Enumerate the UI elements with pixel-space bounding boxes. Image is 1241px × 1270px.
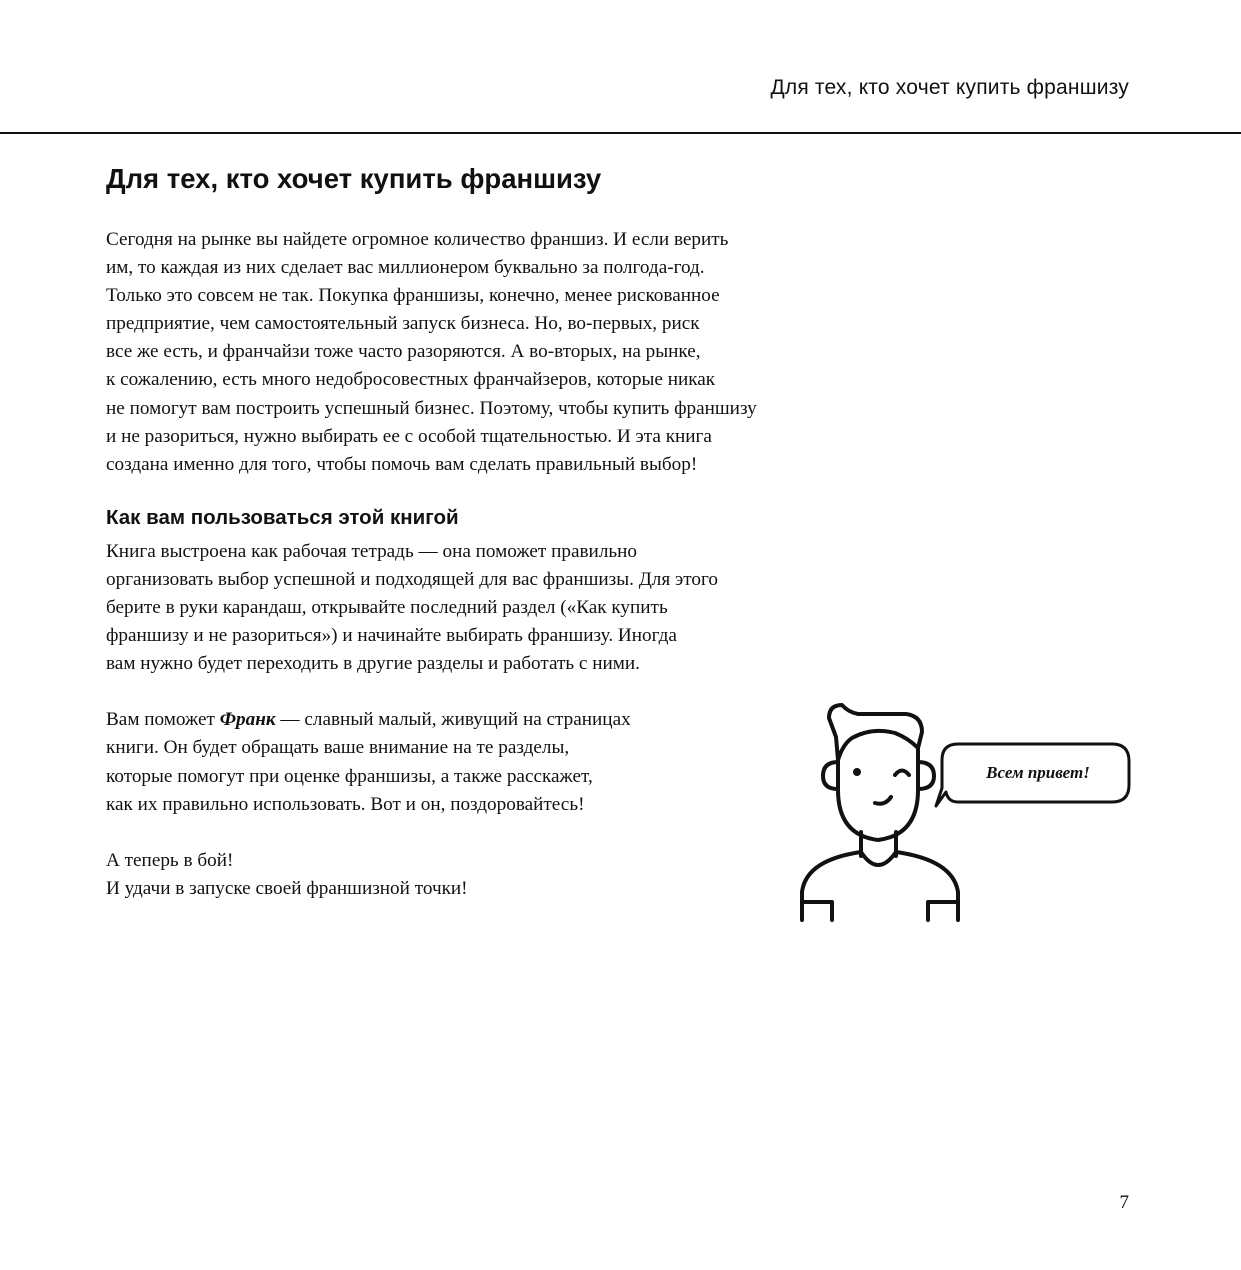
intro-line: и не разориться, нужно выбирать ее с особой тщательностью. И эта книга [106, 425, 712, 447]
intro-line: к сожалению, есть много недобросовестных франчайзеров, которые никак [106, 369, 716, 391]
page-content [106, 160, 886, 903]
frank-left-ear [823, 762, 838, 789]
header-divider [0, 132, 1241, 134]
frank-face [838, 748, 918, 840]
intro-paragraph [106, 226, 886, 479]
intro-line: создана именно для того, чтобы помочь вам сделать правильный выбор! [106, 453, 698, 475]
usage-line: берите в руки карандаш, открывайте последний раздел («Как купить [106, 597, 668, 619]
frank-shoulders [802, 852, 958, 920]
closing-line: А теперь в бой! [106, 849, 234, 871]
frank-paragraph [106, 706, 886, 818]
frank-left-sleeve [802, 902, 832, 920]
frank-line: которые помогут при оценке франшизы, а также расскажет, [106, 765, 593, 787]
page-number: 7 [1119, 1192, 1129, 1213]
frank-eye-wink [895, 771, 909, 776]
frank-collar [861, 852, 896, 865]
intro-line: не помогут вам построить успешный бизнес. Поэтому, чтобы купить франшизу [106, 397, 757, 419]
usage-line: Книга выстроена как рабочая тетрадь — она поможет правильно [106, 540, 638, 562]
frank-line: книги. Он будет обращать ваше внимание на те разделы, [106, 737, 570, 759]
frank-line: как их правильно использовать. Вот и он, поздоровайтесь! [106, 793, 585, 815]
page-title: Для тех, кто хочет купить франшизу [106, 163, 602, 194]
closing-line: И удачи в запуске своей франшизной точки! [106, 877, 468, 899]
frank-suffix: — славный малый, живущий на страницах [275, 709, 631, 731]
intro-line: предприятие, чем самостоятельный запуск бизнеса. Но, во-первых, риск [106, 313, 700, 335]
closing-paragraph [106, 847, 886, 903]
intro-line: Сегодня на рынке вы найдете огромное количество франшиз. И если верить [106, 229, 729, 250]
frank-right-ear [918, 762, 934, 789]
frank-prefix: Вам поможет [106, 709, 220, 731]
frank-eye-open [853, 768, 861, 776]
frank-name: Франк [219, 709, 276, 731]
speech-bubble-text: Всем привет! [986, 763, 1090, 782]
frank-intro-line [106, 706, 886, 734]
frank-hair [829, 705, 922, 760]
intro-line: им, то каждая из них сделает вас миллионером буквально за полгода-год. [106, 257, 705, 279]
intro-line: Только это совсем не так. Покупка франшизы, конечно, менее рискованное [106, 285, 720, 307]
intro-line: все же есть, и франчайзи тоже часто разоряются. А во-вторых, на рынке, [106, 341, 701, 363]
frank-mouth [875, 797, 891, 804]
frank-right-sleeve [928, 902, 958, 920]
usage-paragraph [106, 538, 886, 678]
usage-line: организовать выбор успешной и подходящей для вас франшизы. Для этого [106, 568, 718, 590]
usage-line: вам нужно будет переходить в другие разделы и работать с ними. [106, 653, 640, 675]
usage-line: франшизу и не разориться») и начинайте выбирать франшизу. Иногда [106, 625, 677, 647]
frank-illustration [790, 695, 1140, 930]
section-title: Как вам пользоваться этой книгой [106, 505, 459, 529]
running-header: Для тех, кто хочет купить франшизу [770, 76, 1129, 99]
